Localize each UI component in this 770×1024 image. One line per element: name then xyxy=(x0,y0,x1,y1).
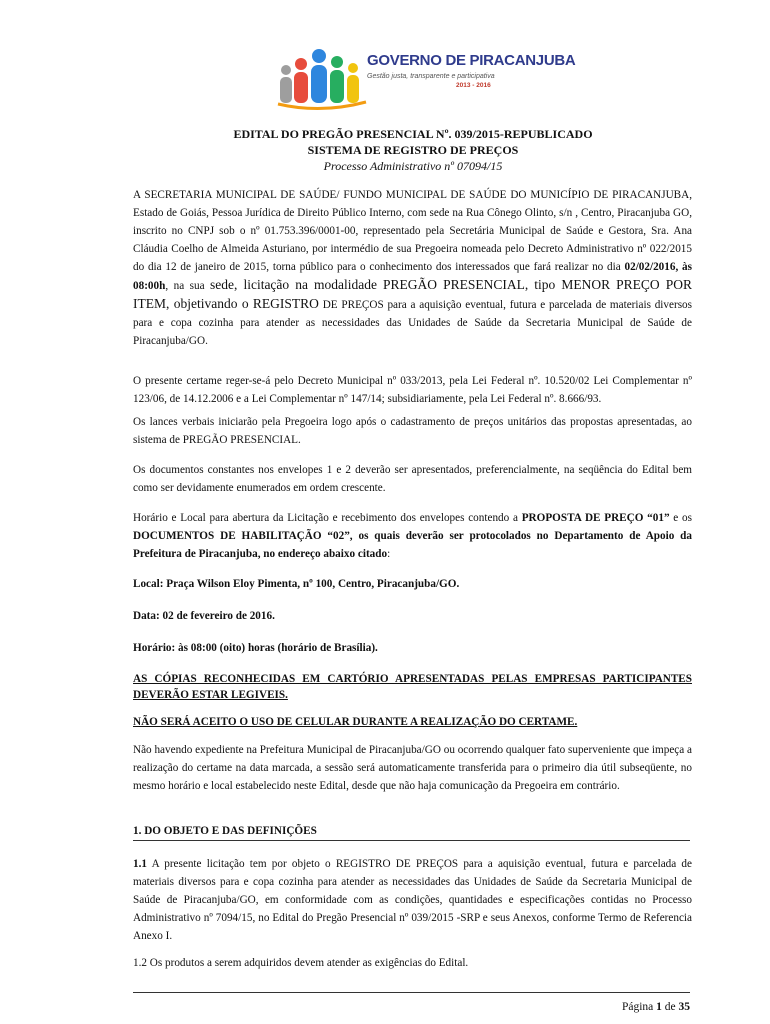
process-number: Processo Administrativo nº 07094/15 xyxy=(323,159,503,173)
copies-notice: AS CÓPIAS RECONHECIDAS EM CARTÓRIO APRESENTADAS PELAS EMPRESAS PARTICIPANTES DEVERÃO ESTAR LEGIVEIS. xyxy=(133,673,692,701)
logo-years: 2013 - 2016 xyxy=(456,82,491,89)
postponement-paragraph: Não havendo expediente na Prefeitura Municipal de Piracanjuba/GO ou ocorrendo qualquer fato superveniente que impeça a realização do certame na data marcada, a sessão será automaticamente transferida para o primeiro dia útil subseqüente, no mesmo horário e local estabelecido neste Edital, desde que não haja comunicação da Pregoeira em contrário. xyxy=(133,744,692,792)
date-line: Data: 02 de fevereiro de 2016. xyxy=(133,610,275,622)
legal-basis-paragraph: O presente certame reger-se-á pelo Decreto Municipal nº 033/2013, pela Lei Federal nº. 10.520/02 Lei Complementar nº 123/06, de 14.12.2006 e a Lei Complementar nº 147/14; subsidiariamente, pela Lei Federal nº. 8.666/93. xyxy=(133,375,692,405)
envelopes-paragraph: Os documentos constantes nos envelopes 1 e 2 deverão ser apresentados, preferencialmente, na seqüência do Edital bem como ser devidamente enumerados em ordem crescente. xyxy=(133,464,692,494)
intro-paragraph: A SECRETARIA MUNICIPAL DE SAÚDE/ FUNDO MUNICIPAL DE SAÚDE DO MUNICÍPIO DE PIRACANJUBA, Estado de Goiás, Pessoa Jurídica de Direito Público Interno, com sede na Rua Cônego Olinto, s/n , Centro, Piracanjuba GO, inscrito no CNPJ sob o nº 01.753.396/0001-00, representado pela Secretária Municipal de Saúde e Gestora, Sra. Ana Cláudia Coelho de Almeida Asturiano, por intermédio de sua Pregoeira nomeada pelo Decreto Administrativo nº 022/2015 do dia 12 de janeiro de 2015, torna público para o conhecimento dos interessados que fará realizar no dia 02/02/2016, às 08:00h, na sua sede, licitação na modalidade PREGÃO PRESENCIAL, tipo MENOR PREÇO POR ITEM, objetivando o REGISTRO DE PREÇOS para a aquisição eventual, futura e parcelada de materiais diversos para e copa cozinha para atender as necessidades das Unidades de Saúde da Secretaria Municipal de Saúde de Piracanjuba/GO. xyxy=(133,189,693,347)
section-title: 1. DO OBJETO E DAS DEFINIÇÕES xyxy=(133,825,317,837)
page-footer: Página 1 de 35 xyxy=(621,1001,690,1013)
edital-title: EDITAL DO PREGÃO PRESENCIAL Nº. 039/2015-REPUBLICADO xyxy=(233,127,593,141)
time-line: Horário: às 08:00 (oito) horas (horário de Brasília). xyxy=(133,642,378,654)
opening-paragraph: Horário e Local para abertura da Licitação e recebimento dos envelopes contendo a PROPOSTA DE PREÇO “01” e os DOCUMENTOS DE HABILITAÇÃO “02”, os quais deverão ser protocolados no Departamento de Apoio da Prefeitura de Piracanjuba, no endereço abaixo citado: xyxy=(133,512,692,560)
bids-paragraph: Os lances verbais iniciarão pela Pregoeira logo após o cadastramento de preços unitários das propostas apresentadas, ao sistema de PREGÃO PRESENCIAL. xyxy=(133,416,692,446)
location-line: Local: Praça Wilson Eloy Pimenta, nº 100, Centro, Piracanjuba/GO. xyxy=(133,578,460,590)
section-divider xyxy=(133,840,690,841)
logo-slogan: Gestão justa, transparente e participativa xyxy=(367,73,495,80)
logo-title: GOVERNO DE PIRACANJUBA xyxy=(367,52,576,69)
footer-divider xyxy=(133,992,690,993)
cellphone-notice: NÃO SERÁ ACEITO O USO DE CELULAR DURANTE A REALIZAÇÃO DO CERTAME. xyxy=(133,716,578,728)
item-1-1: 1.1 A presente licitação tem por objeto o REGISTRO DE PREÇOS para a aquisição eventual, futura e parcelada de materiais diversos para e copa cozinha para atender as necessidades das Unidades de Saúde da Secretaria Municipal de Saúde de Piracanjuba/GO, em conformidade com as condições, quantidades e especificações contidas no Processo Administrativo nº 7094/15, no Edital do Pregão Presencial nº 039/2015 -SRP e seus Anexos, conforme Termo de Referencia Anexo I. xyxy=(133,858,692,942)
item-1-2: 1.2 Os produtos a serem adquiridos devem atender as exigências do Edital. xyxy=(133,957,469,969)
edital-subtitle: SISTEMA DE REGISTRO DE PREÇOS xyxy=(307,143,519,157)
people-figures-icon xyxy=(274,40,369,112)
municipal-logo xyxy=(274,40,576,112)
